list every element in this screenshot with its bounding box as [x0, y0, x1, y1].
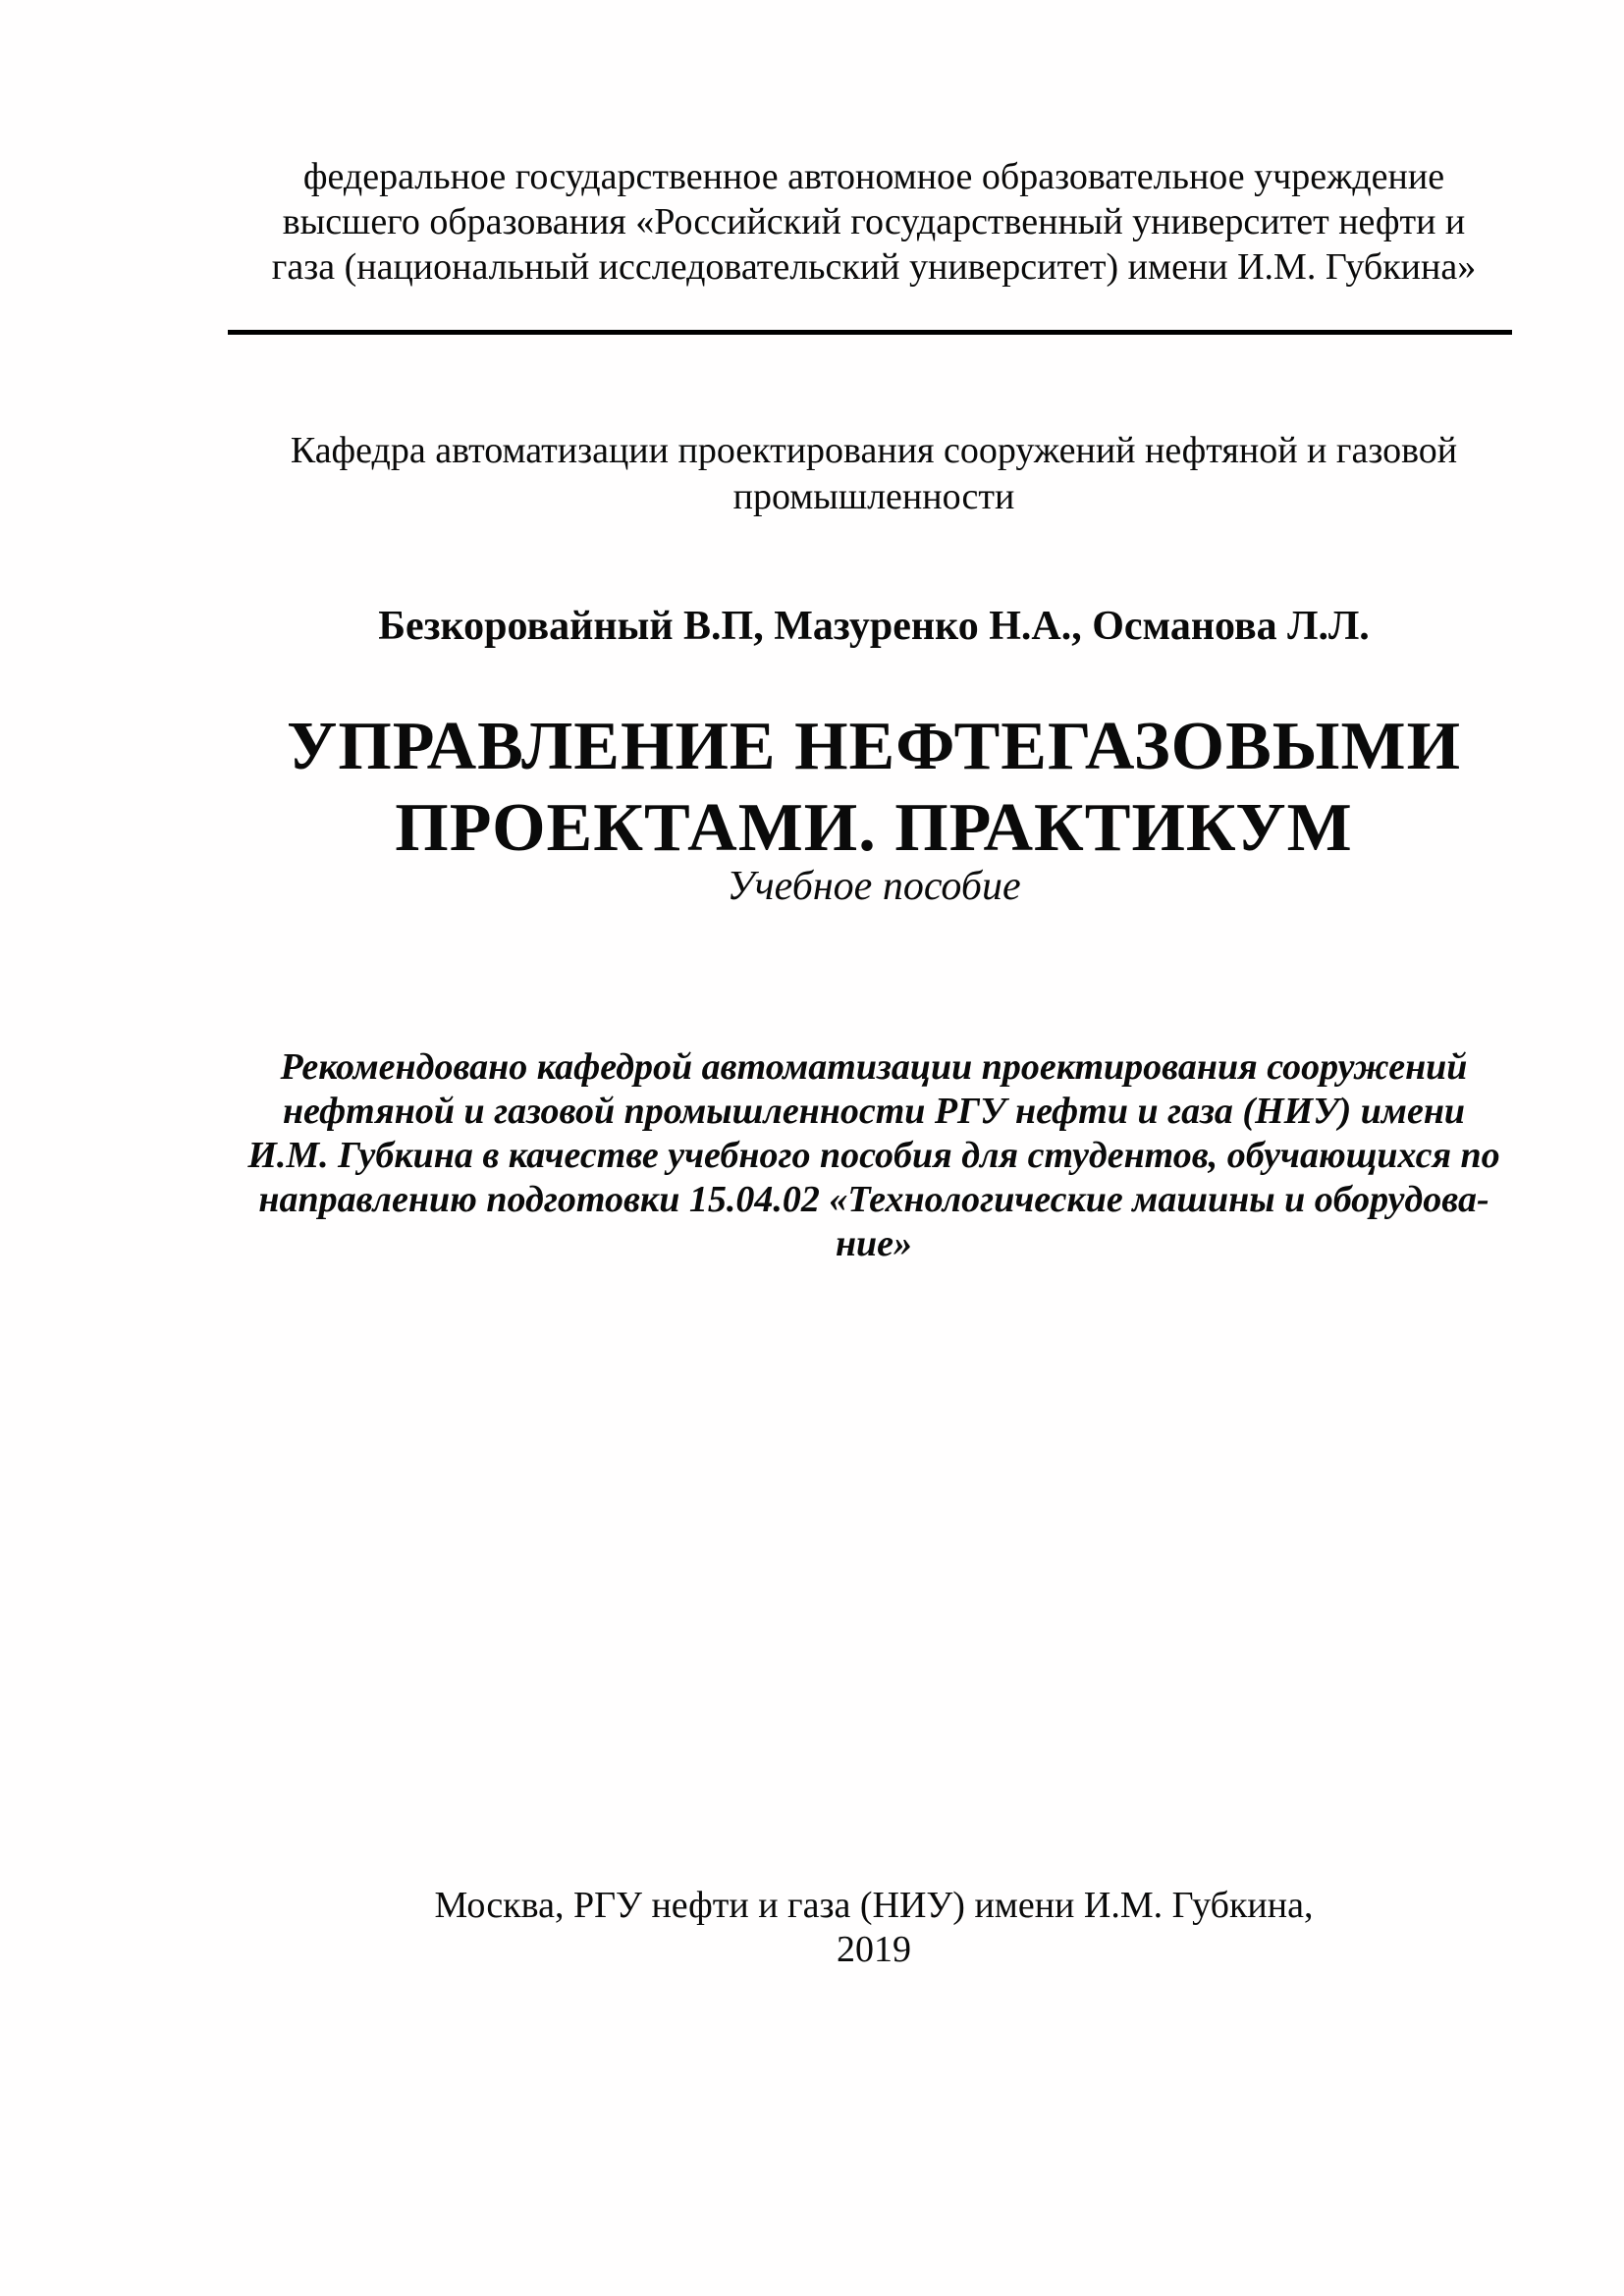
text-line: нефтяной и газовой промышленности РГУ нефти и газа (НИУ) имени	[282, 1091, 1466, 1132]
text-line: направлению подготовки 15.04.02 «Технологические машины и оборудова-	[258, 1179, 1489, 1220]
text-line: промышленности	[732, 476, 1015, 517]
book-subtitle: Учебное пособие	[727, 864, 1021, 909]
text-line: федеральное государственное автономное образовательное учреждение	[302, 156, 1445, 197]
text-line: ние»	[835, 1223, 913, 1264]
text-line: газа (национальный исследовательский университет) имени И.М. Губкина»	[271, 246, 1477, 288]
authors-line: Безкоровайный В.П, Мазуренко Н.А., Османова Л.Л.	[378, 604, 1370, 649]
text-line: Москва, РГУ нефти и газа (НИУ) имени И.М. Губкина,	[434, 1885, 1314, 1926]
text-line: Рекомендовано кафедрой автоматизации проектирования сооружений	[280, 1046, 1468, 1088]
book-title	[231, 706, 1517, 869]
department-name	[231, 428, 1517, 520]
text-line: ПРОЕКТАМИ. ПРАКТИКУМ	[395, 790, 1353, 866]
imprint-city-year	[231, 1884, 1517, 1972]
text-line: И.М. Губкина в качестве учебного пособия для студентов, обучающихся по	[247, 1135, 1500, 1176]
text-line: Кафедра автоматизации проектирования сооружений нефтяной и газовой	[290, 430, 1458, 471]
text-line: 2019	[837, 1929, 911, 1970]
text-line: высшего образования «Российский государственный университет нефти и	[282, 201, 1466, 242]
text-line: УПРАВЛЕНИЕ НЕФТЕГАЗОВЫМИ	[286, 709, 1462, 784]
horizontal-divider	[228, 330, 1512, 335]
organization-name	[231, 154, 1517, 290]
recommendation-paragraph	[231, 1045, 1517, 1266]
